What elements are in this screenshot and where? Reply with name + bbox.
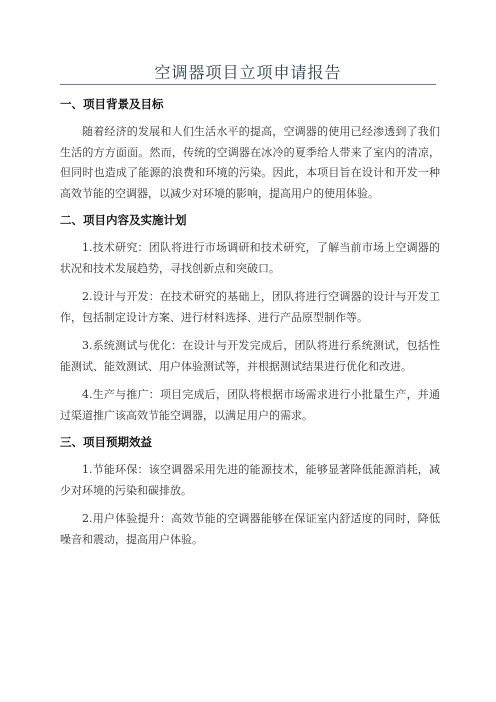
paragraph: 1.技术研究：团队将进行市场调研和技术研究，了解当前市场上空调器的状况和技术发展趋势，寻找创新点和突破口。	[60, 241, 440, 275]
section-heading: 一、项目背景及目标	[60, 97, 164, 111]
paragraph: 1.节能环保：该空调器采用先进的能源技术，能够显著降低能源消耗，减少对环境的污染和碳排放。	[60, 463, 440, 497]
paragraph: 2.用户体验提升：高效节能的空调器能够在保证室内舒适度的同时，降低噪音和震动，提高用户体验。	[60, 512, 440, 546]
title-divider	[60, 84, 436, 85]
document-body	[60, 96, 440, 558]
section-expected-benefits	[60, 434, 440, 550]
paragraph: 随着经济的发展和人们生活水平的提高，空调器的使用已经渗透到了我们生活的方方面面。然而，传统的空调器在冰冷的夏季给人带来了室内的清凉，但同时也造成了能源的浪费和环境的污染。因此，本项目旨在设计和开发一种高效节能的空调器，以减少对环境的影响，提高用户的使用体验。	[60, 125, 440, 200]
paragraph: 4.生产与推广：项目完成后，团队将根据市场需求进行小批量生产，并通过渠道推广该高效节能空调器，以满足用户的需求。	[60, 388, 440, 422]
document-title: 空调器项目立项申请报告	[154, 63, 342, 82]
paragraph: 2.设计与开发：在技术研究的基础上，团队将进行空调器的设计与开发工作，包括制定设计方案、进行材料选择、进行产品原型制作等。	[60, 290, 440, 324]
section-heading: 二、项目内容及实施计划	[60, 213, 187, 227]
section-content-plan	[60, 212, 440, 426]
section-background	[60, 96, 440, 204]
section-heading: 三、项目预期效益	[60, 435, 152, 449]
paragraph: 3.系统测试与优化：在设计与开发完成后，团队将进行系统测试，包括性能测试、能效测试、用户体验测试等，并根据测试结果进行优化和改进。	[60, 339, 440, 373]
